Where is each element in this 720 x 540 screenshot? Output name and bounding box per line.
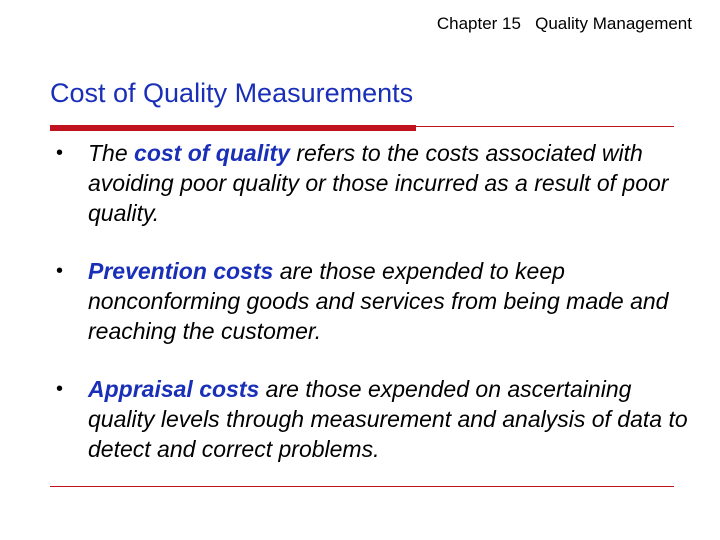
bullet-icon: • (56, 142, 64, 164)
title-underline-thick (50, 125, 416, 131)
bullet-icon: • (56, 260, 64, 282)
bullet-text: are those expended on ascertaining quality levels through measurement and analysis of data to detect and correct problems. (88, 376, 688, 462)
bullet-item-appraisal-costs (50, 374, 690, 464)
bullet-list (50, 138, 690, 464)
slide-title: Cost of Quality Measurements (50, 78, 414, 108)
bullet-icon: • (56, 378, 64, 400)
chapter-header: Chapter 15 Quality Management (436, 14, 692, 33)
bullet-text: refers to the costs associated with avoiding poor quality or those incurred as a result of poor quality. (88, 140, 669, 226)
bullet-prefix: The (88, 140, 135, 166)
bullet-text: are those expended to keep nonconforming goods and services from being made and reaching the customer. (88, 258, 669, 344)
bullet-item-prevention-costs (50, 256, 690, 346)
bullet-item-cost-of-quality (50, 138, 690, 228)
bullet-term: Prevention costs (88, 258, 274, 284)
title-underline-thin (416, 126, 674, 127)
bullet-term: cost of quality (134, 140, 290, 166)
footer-rule (50, 486, 674, 487)
bullet-term: Appraisal costs (88, 376, 260, 402)
